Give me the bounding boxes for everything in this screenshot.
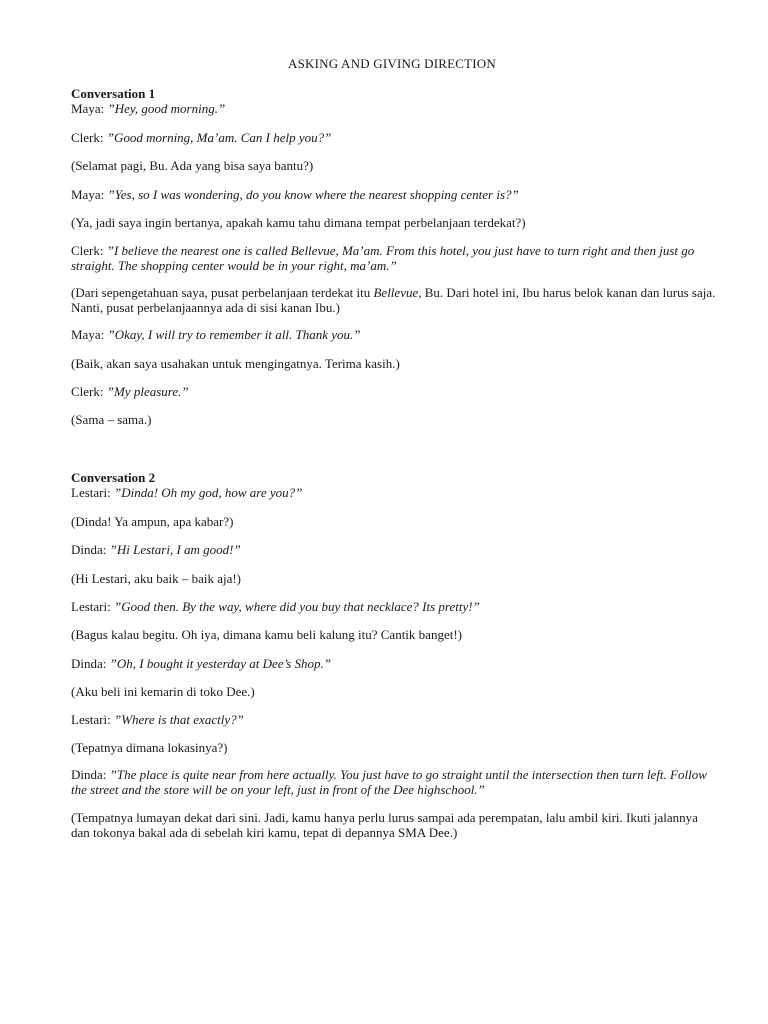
- conv2-translation-2: (Hi Lestari, aku baik – baik aja!): [71, 571, 242, 586]
- speaker-label: Dinda:: [71, 656, 107, 671]
- dialogue-quote: ”Good then. By the way, where did you buy that necklace? Its pretty!”: [113, 599, 480, 614]
- speaker-label: Maya:: [71, 101, 105, 116]
- speaker-label: Dinda:: [71, 767, 107, 782]
- dialogue-quote: ”The place is quite near from here actually. You just have to go straight until the intersection then turn left. Follow the street and the store will be on your left, just in front of the Dee highschool.”: [71, 767, 707, 797]
- conv1-translation-3: [71, 285, 716, 315]
- speaker-label: Maya:: [71, 187, 105, 202]
- dialogue-quote: ”Hey, good morning.”: [107, 101, 226, 116]
- conv1-line-maya-question: [71, 187, 721, 202]
- conv1-line-clerk-greeting: [71, 130, 721, 145]
- dialogue-quote: ”Dinda! Oh my god, how are you?”: [113, 485, 303, 500]
- speaker-label: Lestari:: [71, 712, 111, 727]
- dialogue-quote: ”Oh, I bought it yesterday at Dee’s Shop.”: [109, 656, 331, 671]
- translation-text-pre: (Dari sepengetahuan saya, pusat perbelanjaan terdekat itu: [71, 285, 374, 300]
- conv2-line-lestari-greeting: [71, 485, 721, 500]
- conv2-line-dinda-reply: [71, 542, 721, 557]
- dialogue-quote: ”Yes, so I was wondering, do you know where the nearest shopping center is?”: [107, 187, 519, 202]
- conv2-line-dinda-directions: [71, 767, 716, 797]
- conv1-translation-1: (Selamat pagi, Bu. Ada yang bisa saya bantu?): [71, 158, 314, 173]
- conv2-line-dinda-shop: [71, 656, 721, 671]
- conv2-translation-5: (Tepatnya dimana lokasinya?): [71, 740, 228, 755]
- dialogue-quote: ”I believe the nearest one is called Bellevue, Ma’am. From this hotel, you just have to turn right and then just go straight. The shopping center would be in your right, ma’am.”: [71, 243, 695, 273]
- speaker-label: Lestari:: [71, 485, 111, 500]
- document-title: ASKING AND GIVING DIRECTION: [288, 56, 496, 71]
- place-name-emphasis: Bellevue: [373, 285, 419, 300]
- conversation-1-heading: Conversation 1: [71, 86, 156, 101]
- conv2-translation-1: (Dinda! Ya ampun, apa kabar?): [71, 514, 234, 529]
- speaker-label: Dinda:: [71, 542, 107, 557]
- dialogue-quote: ”My pleasure.”: [106, 384, 189, 399]
- dialogue-quote: ”Good morning, Ma’am. Can I help you?”: [106, 130, 332, 145]
- conv2-translation-3: (Bagus kalau begitu. Oh iya, dimana kamu beli kalung itu? Cantik banget!): [71, 627, 462, 642]
- conv1-translation-2: (Ya, jadi saya ingin bertanya, apakah kamu tahu dimana tempat perbelanjaan terdekat?): [71, 215, 526, 230]
- dialogue-quote: ”Okay, I will try to remember it all. Thank you.”: [107, 327, 361, 342]
- conv1-line-maya-greeting: [71, 101, 721, 116]
- dialogue-quote: ”Hi Lestari, I am good!”: [109, 542, 241, 557]
- conv1-translation-5: (Sama – sama.): [71, 412, 152, 427]
- dialogue-quote: ”Where is that exactly?”: [113, 712, 244, 727]
- conv1-translation-4: (Baik, akan saya usahakan untuk mengingatnya. Terima kasih.): [71, 356, 400, 371]
- conv1-line-clerk-directions: [71, 243, 716, 273]
- conv2-line-lestari-where: [71, 712, 721, 727]
- speaker-label: Clerk:: [71, 243, 104, 258]
- conversation-2-heading: Conversation 2: [71, 470, 156, 485]
- conv1-line-maya-thanks: [71, 327, 721, 342]
- speaker-label: Clerk:: [71, 130, 104, 145]
- speaker-label: Maya:: [71, 327, 105, 342]
- conv1-line-clerk-pleasure: [71, 384, 721, 399]
- translation-text-post: , Bu. Dari hotel ini, Ibu harus belok kanan dan lurus saja. Nanti, pusat perbelanjaannya ada di sisi kanan Ibu.): [71, 285, 716, 315]
- conv2-translation-6: (Tempatnya lumayan dekat dari sini. Jadi, kamu hanya perlu lurus sampai ada perempatan, lalu ambil kiri. Ikuti jalannya dan tokonya bakal ada di sebelah kiri kamu, tepat di depannya SMA Dee.): [71, 810, 698, 840]
- speaker-label: Clerk:: [71, 384, 104, 399]
- conv2-translation-4: (Aku beli ini kemarin di toko Dee.): [71, 684, 255, 699]
- speaker-label: Lestari:: [71, 599, 111, 614]
- conv2-line-lestari-necklace: [71, 599, 721, 614]
